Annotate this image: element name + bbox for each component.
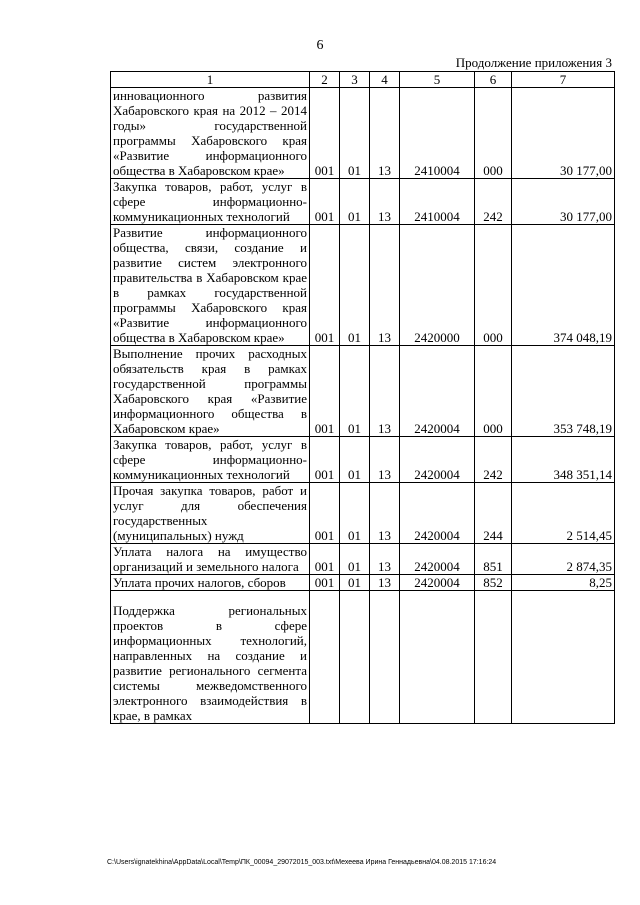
ministry-code: 001 — [310, 437, 340, 483]
expense-type-code: 242 — [475, 179, 512, 225]
row-description: Закупка товаров, работ, услуг в сфере информационно-коммуникационных технологий — [111, 179, 310, 225]
amount: 8,25 — [512, 575, 615, 591]
footer-file-path: C:\Users\ignatekhina\AppData\Local\Temp\ПК_00094_29072015_003.txt\Мехеева Ирина Геннадьевна\04.08.2015 17:16:24 — [107, 859, 497, 866]
target-article-code: 2410004 — [400, 88, 475, 179]
amount — [512, 591, 615, 724]
section-code: 01 — [340, 179, 370, 225]
expense-type-code: 242 — [475, 437, 512, 483]
table-row — [111, 437, 615, 483]
ministry-code: 001 — [310, 544, 340, 575]
row-description: Закупка товаров, работ, услуг в сфере информационно-коммуникационных технологий — [111, 437, 310, 483]
subsection-code: 13 — [370, 179, 400, 225]
ministry-code: 001 — [310, 575, 340, 591]
expense-type-code: 244 — [475, 483, 512, 544]
amount: 30 177,00 — [512, 179, 615, 225]
table-row — [111, 88, 615, 179]
amount: 2 874,35 — [512, 544, 615, 575]
section-code: 01 — [340, 483, 370, 544]
target-article-code: 2420004 — [400, 346, 475, 437]
row-description: Уплата прочих налогов, сборов — [111, 575, 310, 591]
column-header: 2 — [310, 72, 340, 88]
column-header: 5 — [400, 72, 475, 88]
target-article-code: 2410004 — [400, 179, 475, 225]
table-row — [111, 346, 615, 437]
subsection-code: 13 — [370, 483, 400, 544]
section-code: 01 — [340, 575, 370, 591]
column-header: 6 — [475, 72, 512, 88]
expense-type-code: 000 — [475, 346, 512, 437]
table-row — [111, 179, 615, 225]
table-row — [111, 544, 615, 575]
ministry-code: 001 — [310, 88, 340, 179]
target-article-code: 2420000 — [400, 225, 475, 346]
amount: 30 177,00 — [512, 88, 615, 179]
subsection-code: 13 — [370, 88, 400, 179]
expense-type-code: 000 — [475, 88, 512, 179]
amount: 348 351,14 — [512, 437, 615, 483]
ministry-code — [310, 591, 340, 724]
subsection-code: 13 — [370, 544, 400, 575]
ministry-code: 001 — [310, 483, 340, 544]
table-row — [111, 575, 615, 591]
amount: 374 048,19 — [512, 225, 615, 346]
ministry-code: 001 — [310, 179, 340, 225]
subsection-code: 13 — [370, 225, 400, 346]
expense-type-code: 851 — [475, 544, 512, 575]
row-description: Прочая закупка товаров, работ и услуг для обеспечения государственных (муниципальных) нужд — [111, 483, 310, 544]
subsection-code: 13 — [370, 346, 400, 437]
page-number: 6 — [316, 38, 324, 53]
row-description: Развитие информационного общества, связи, создание и развитие систем электронного правительства в Хабаровском крае в рамках государственной программы Хабаровского края «Развитие информационного общества в Хабаровском крае» — [111, 225, 310, 346]
row-description: Выполнение прочих расходных обязательств края в рамках государственной программы Хабаровского края «Развитие информационного общества в Хабаровском крае» — [111, 346, 310, 437]
row-description: инновационного развития Хабаровского края на 2012 – 2014 годы» государственной программы Хабаровского края «Развитие информационного общества в Хабаровском крае» — [111, 88, 310, 179]
subsection-code — [370, 591, 400, 724]
table-row — [111, 483, 615, 544]
amount: 2 514,45 — [512, 483, 615, 544]
column-header: 4 — [370, 72, 400, 88]
column-header: 7 — [512, 72, 615, 88]
header-row — [111, 72, 615, 88]
target-article-code: 2420004 — [400, 437, 475, 483]
section-code: 01 — [340, 544, 370, 575]
budget-table — [110, 71, 615, 724]
section-code: 01 — [340, 346, 370, 437]
column-header: 1 — [111, 72, 310, 88]
subsection-code: 13 — [370, 437, 400, 483]
ministry-code: 001 — [310, 225, 340, 346]
target-article-code — [400, 591, 475, 724]
table-row — [111, 225, 615, 346]
target-article-code: 2420004 — [400, 575, 475, 591]
expense-type-code: 852 — [475, 575, 512, 591]
row-description: Поддержка региональных проектов в сфере информационных технологий, направленных на создание и развитие регионального сегмента системы межведомственного электронного взаимодействия в крае, в рамках — [111, 591, 310, 724]
section-code: 01 — [340, 437, 370, 483]
section-code: 01 — [340, 88, 370, 179]
section-code: 01 — [340, 225, 370, 346]
row-description: Уплата налога на имущество организаций и земельного налога — [111, 544, 310, 575]
expense-type-code: 000 — [475, 225, 512, 346]
subsection-code: 13 — [370, 575, 400, 591]
target-article-code: 2420004 — [400, 544, 475, 575]
table-row — [111, 591, 615, 724]
column-header: 3 — [340, 72, 370, 88]
ministry-code: 001 — [310, 346, 340, 437]
continuation-label: Продолжение приложения 3 — [455, 55, 612, 70]
amount: 353 748,19 — [512, 346, 615, 437]
section-code — [340, 591, 370, 724]
expense-type-code — [475, 591, 512, 724]
target-article-code: 2420004 — [400, 483, 475, 544]
